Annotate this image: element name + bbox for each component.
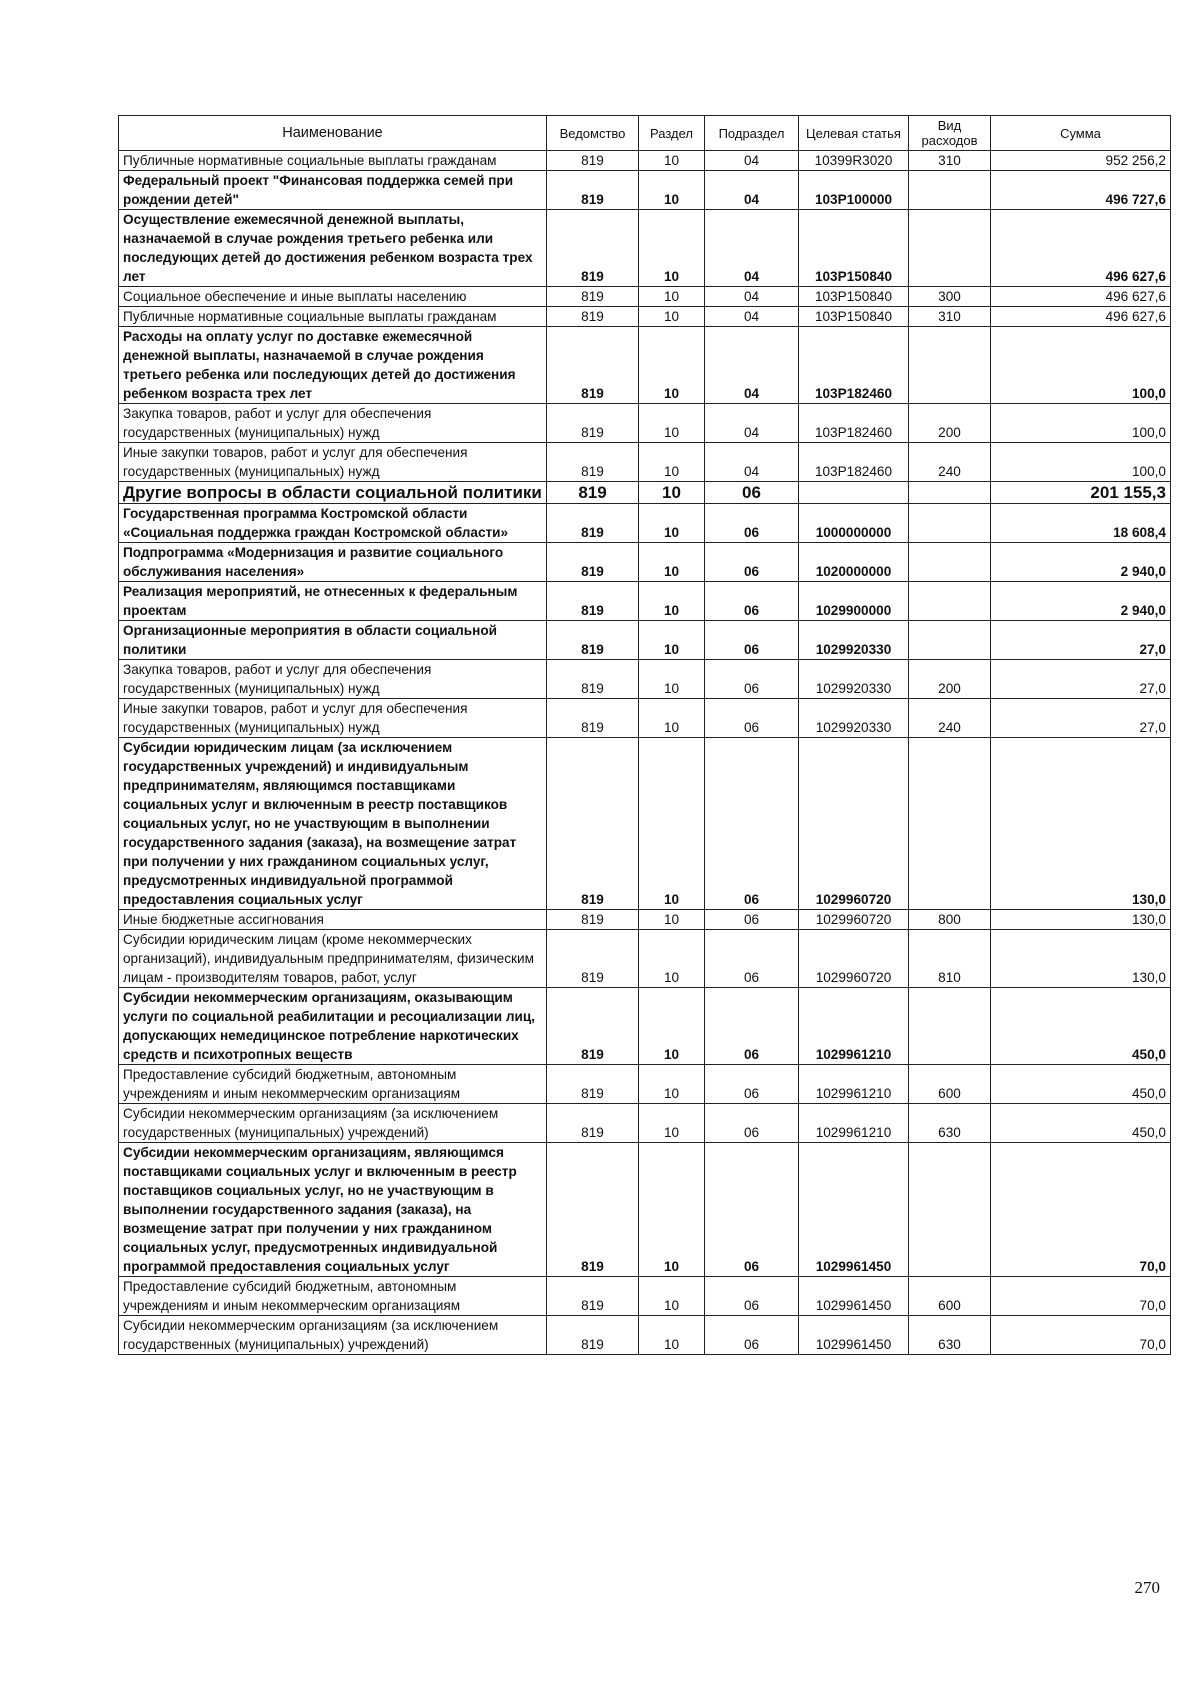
cell-amount: 201 155,3 xyxy=(991,482,1171,504)
header-target-article: Целевая статья xyxy=(799,116,909,151)
cell-department: 819 xyxy=(547,1104,639,1143)
cell-name: Другие вопросы в области социальной политики xyxy=(119,482,547,504)
cell-expense-type xyxy=(909,582,991,621)
cell-name: Субсидии некоммерческим организациям, являющимся поставщиками социальных услуг и включенным в реестр поставщиков социальных услуг, но не участвующим в выполнении государственного задания (заказа), на возмещение затрат при получении у них гражданином социальных услуг, предусмотренных индивидуальной программой предоставления социальных услуг xyxy=(119,1143,547,1277)
table-row xyxy=(119,910,1171,930)
cell-subsection: 04 xyxy=(705,404,799,443)
cell-section: 10 xyxy=(639,443,705,482)
table-row xyxy=(119,621,1171,660)
cell-section: 10 xyxy=(639,210,705,287)
cell-section: 10 xyxy=(639,582,705,621)
cell-target-article: 1029961450 xyxy=(799,1316,909,1355)
table-row xyxy=(119,307,1171,327)
cell-target-article: 103P150840 xyxy=(799,307,909,327)
cell-section: 10 xyxy=(639,151,705,171)
cell-subsection: 06 xyxy=(705,1065,799,1104)
cell-target-article: 1029961210 xyxy=(799,1065,909,1104)
header-subsection: Подраздел xyxy=(705,116,799,151)
cell-expense-type: 810 xyxy=(909,930,991,988)
cell-name: Федеральный проект "Финансовая поддержка семей при рождении детей" xyxy=(119,171,547,210)
cell-target-article: 10399R3020 xyxy=(799,151,909,171)
table-row xyxy=(119,327,1171,404)
cell-section: 10 xyxy=(639,930,705,988)
cell-subsection: 04 xyxy=(705,443,799,482)
page-number: 270 xyxy=(1134,1578,1160,1597)
cell-name: Субсидии некоммерческим организациям (за исключением государственных (муниципальных) учреждений) xyxy=(119,1316,547,1355)
cell-section: 10 xyxy=(639,1104,705,1143)
cell-name: Иные закупки товаров, работ и услуг для обеспечения государственных (муниципальных) нужд xyxy=(119,443,547,482)
cell-amount: 130,0 xyxy=(991,910,1171,930)
cell-amount: 450,0 xyxy=(991,1065,1171,1104)
cell-section: 10 xyxy=(639,738,705,910)
cell-subsection: 06 xyxy=(705,1316,799,1355)
cell-subsection: 06 xyxy=(705,988,799,1065)
cell-subsection: 04 xyxy=(705,307,799,327)
cell-subsection: 06 xyxy=(705,1277,799,1316)
cell-name: Организационные мероприятия в области социальной политики xyxy=(119,621,547,660)
cell-name: Субсидии некоммерческим организациям, оказывающим услуги по социальной реабилитации и ресоциализации лиц, допускающих немедицинское потребление наркотических средств и психотропных веществ xyxy=(119,988,547,1065)
cell-section: 10 xyxy=(639,621,705,660)
cell-expense-type: 310 xyxy=(909,151,991,171)
cell-department: 819 xyxy=(547,151,639,171)
cell-department: 819 xyxy=(547,621,639,660)
cell-amount: 27,0 xyxy=(991,621,1171,660)
table-row xyxy=(119,210,1171,287)
header-name: Наименование xyxy=(119,116,547,151)
cell-expense-type: 600 xyxy=(909,1277,991,1316)
cell-expense-type: 800 xyxy=(909,910,991,930)
header-section: Раздел xyxy=(639,116,705,151)
cell-target-article: 103P182460 xyxy=(799,404,909,443)
cell-subsection: 06 xyxy=(705,660,799,699)
cell-department: 819 xyxy=(547,699,639,738)
table-row xyxy=(119,171,1171,210)
cell-expense-type xyxy=(909,210,991,287)
cell-target-article: 1029960720 xyxy=(799,930,909,988)
cell-department: 819 xyxy=(547,1065,639,1104)
cell-amount: 496 727,6 xyxy=(991,171,1171,210)
cell-expense-type xyxy=(909,543,991,582)
cell-section: 10 xyxy=(639,482,705,504)
cell-department: 819 xyxy=(547,287,639,307)
cell-department: 819 xyxy=(547,327,639,404)
cell-amount: 100,0 xyxy=(991,443,1171,482)
cell-name: Иные закупки товаров, работ и услуг для обеспечения государственных (муниципальных) нужд xyxy=(119,699,547,738)
cell-department: 819 xyxy=(547,910,639,930)
cell-target-article: 103P150840 xyxy=(799,287,909,307)
cell-amount: 496 627,6 xyxy=(991,287,1171,307)
cell-subsection: 04 xyxy=(705,210,799,287)
cell-department: 819 xyxy=(547,582,639,621)
cell-department: 819 xyxy=(547,171,639,210)
cell-department: 819 xyxy=(547,482,639,504)
cell-subsection: 06 xyxy=(705,482,799,504)
cell-amount: 100,0 xyxy=(991,327,1171,404)
cell-expense-type xyxy=(909,1143,991,1277)
cell-amount: 2 940,0 xyxy=(991,543,1171,582)
cell-subsection: 06 xyxy=(705,582,799,621)
cell-name: Осуществление ежемесячной денежной выплаты, назначаемой в случае рождения третьего ребенка или последующих детей до достижения ребенком возраста трех лет xyxy=(119,210,547,287)
cell-amount: 100,0 xyxy=(991,404,1171,443)
cell-subsection: 04 xyxy=(705,171,799,210)
cell-amount: 130,0 xyxy=(991,930,1171,988)
cell-section: 10 xyxy=(639,1316,705,1355)
cell-target-article: 1000000000 xyxy=(799,504,909,543)
cell-target-article: 103P100000 xyxy=(799,171,909,210)
cell-name: Иные бюджетные ассигнования xyxy=(119,910,547,930)
cell-expense-type: 240 xyxy=(909,443,991,482)
cell-target-article: 1029960720 xyxy=(799,910,909,930)
cell-amount: 130,0 xyxy=(991,738,1171,910)
cell-amount: 70,0 xyxy=(991,1316,1171,1355)
cell-section: 10 xyxy=(639,1065,705,1104)
header-department: Ведомство xyxy=(547,116,639,151)
cell-expense-type xyxy=(909,621,991,660)
cell-section: 10 xyxy=(639,988,705,1065)
budget-table xyxy=(118,115,1171,1355)
cell-target-article: 103P150840 xyxy=(799,210,909,287)
cell-amount: 70,0 xyxy=(991,1143,1171,1277)
cell-section: 10 xyxy=(639,307,705,327)
cell-target-article: 1029961210 xyxy=(799,1104,909,1143)
table-row xyxy=(119,699,1171,738)
table-row xyxy=(119,582,1171,621)
table-row xyxy=(119,1277,1171,1316)
cell-expense-type: 240 xyxy=(909,699,991,738)
cell-name: Государственная программа Костромской области «Социальная поддержка граждан Костромской области» xyxy=(119,504,547,543)
cell-subsection: 06 xyxy=(705,1143,799,1277)
cell-department: 819 xyxy=(547,1277,639,1316)
table-row xyxy=(119,482,1171,504)
cell-target-article: 1029961450 xyxy=(799,1143,909,1277)
header-row xyxy=(119,116,1171,151)
table-row xyxy=(119,1143,1171,1277)
cell-subsection: 06 xyxy=(705,738,799,910)
cell-target-article: 1029961210 xyxy=(799,988,909,1065)
cell-name: Публичные нормативные социальные выплаты гражданам xyxy=(119,151,547,171)
cell-expense-type xyxy=(909,327,991,404)
cell-subsection: 06 xyxy=(705,504,799,543)
cell-name: Субсидии юридическим лицам (за исключением государственных учреждений) и индивидуальным предпринимателям, являющимся поставщиками социальных услуг и включенным в реестр поставщиков социальных услуг, но не участвующим в выполнении государственного задания (заказа), на возмещение затрат при получении у них гражданином социальных услуг, предусмотренных индивидуальной программой предоставления социальных услуг xyxy=(119,738,547,910)
table-row xyxy=(119,1065,1171,1104)
cell-section: 10 xyxy=(639,1143,705,1277)
cell-target-article: 1029960720 xyxy=(799,738,909,910)
cell-section: 10 xyxy=(639,1277,705,1316)
cell-name: Закупка товаров, работ и услуг для обеспечения государственных (муниципальных) нужд xyxy=(119,404,547,443)
cell-amount: 18 608,4 xyxy=(991,504,1171,543)
table-row xyxy=(119,443,1171,482)
cell-expense-type: 600 xyxy=(909,1065,991,1104)
cell-amount: 70,0 xyxy=(991,1277,1171,1316)
cell-section: 10 xyxy=(639,327,705,404)
cell-department: 819 xyxy=(547,738,639,910)
cell-expense-type: 310 xyxy=(909,307,991,327)
table-row xyxy=(119,287,1171,307)
cell-subsection: 04 xyxy=(705,287,799,307)
cell-subsection: 06 xyxy=(705,1104,799,1143)
cell-department: 819 xyxy=(547,543,639,582)
cell-subsection: 06 xyxy=(705,930,799,988)
cell-section: 10 xyxy=(639,699,705,738)
cell-subsection: 04 xyxy=(705,151,799,171)
cell-expense-type: 630 xyxy=(909,1104,991,1143)
cell-amount: 450,0 xyxy=(991,988,1171,1065)
cell-amount: 496 627,6 xyxy=(991,307,1171,327)
table-row xyxy=(119,504,1171,543)
cell-subsection: 06 xyxy=(705,699,799,738)
cell-department: 819 xyxy=(547,443,639,482)
cell-target-article: 1020000000 xyxy=(799,543,909,582)
cell-expense-type xyxy=(909,171,991,210)
cell-department: 819 xyxy=(547,988,639,1065)
cell-section: 10 xyxy=(639,910,705,930)
cell-target-article: 103P182460 xyxy=(799,443,909,482)
header-expense-type: Вид расходов xyxy=(909,116,991,151)
cell-expense-type: 200 xyxy=(909,404,991,443)
cell-section: 10 xyxy=(639,543,705,582)
cell-section: 10 xyxy=(639,287,705,307)
cell-expense-type: 630 xyxy=(909,1316,991,1355)
cell-target-article: 103P182460 xyxy=(799,327,909,404)
cell-subsection: 06 xyxy=(705,543,799,582)
cell-target-article xyxy=(799,482,909,504)
cell-expense-type xyxy=(909,988,991,1065)
cell-amount: 952 256,2 xyxy=(991,151,1171,171)
table-row xyxy=(119,1316,1171,1355)
cell-department: 819 xyxy=(547,307,639,327)
cell-expense-type xyxy=(909,504,991,543)
cell-target-article: 1029920330 xyxy=(799,699,909,738)
table-row xyxy=(119,930,1171,988)
cell-department: 819 xyxy=(547,660,639,699)
cell-target-article: 1029920330 xyxy=(799,621,909,660)
cell-target-article: 1029900000 xyxy=(799,582,909,621)
cell-amount: 450,0 xyxy=(991,1104,1171,1143)
cell-department: 819 xyxy=(547,404,639,443)
cell-target-article: 1029961450 xyxy=(799,1277,909,1316)
table-row xyxy=(119,404,1171,443)
cell-name: Субсидии юридическим лицам (кроме некоммерческих организаций), индивидуальным предпринимателям, физическим лицам - производителям товаров, работ, услуг xyxy=(119,930,547,988)
cell-section: 10 xyxy=(639,171,705,210)
cell-amount: 496 627,6 xyxy=(991,210,1171,287)
table-row xyxy=(119,738,1171,910)
cell-department: 819 xyxy=(547,930,639,988)
cell-subsection: 06 xyxy=(705,910,799,930)
cell-department: 819 xyxy=(547,504,639,543)
cell-name: Субсидии некоммерческим организациям (за исключением государственных (муниципальных) учреждений) xyxy=(119,1104,547,1143)
cell-name: Предоставление субсидий бюджетным, автономным учреждениям и иным некоммерческим организациям xyxy=(119,1277,547,1316)
cell-expense-type xyxy=(909,482,991,504)
cell-name: Социальное обеспечение и иные выплаты населению xyxy=(119,287,547,307)
cell-expense-type xyxy=(909,738,991,910)
cell-section: 10 xyxy=(639,404,705,443)
cell-department: 819 xyxy=(547,1316,639,1355)
header-amount: Сумма xyxy=(991,116,1171,151)
cell-name: Публичные нормативные социальные выплаты гражданам xyxy=(119,307,547,327)
cell-name: Реализация мероприятий, не отнесенных к федеральным проектам xyxy=(119,582,547,621)
cell-name: Предоставление субсидий бюджетным, автономным учреждениям и иным некоммерческим организациям xyxy=(119,1065,547,1104)
cell-section: 10 xyxy=(639,504,705,543)
table-row xyxy=(119,660,1171,699)
cell-department: 819 xyxy=(547,210,639,287)
cell-section: 10 xyxy=(639,660,705,699)
table-header xyxy=(119,116,1171,151)
cell-subsection: 06 xyxy=(705,621,799,660)
table-row xyxy=(119,543,1171,582)
table-row xyxy=(119,151,1171,171)
cell-subsection: 04 xyxy=(705,327,799,404)
table-body xyxy=(119,151,1171,1355)
cell-expense-type: 300 xyxy=(909,287,991,307)
table-row xyxy=(119,988,1171,1065)
cell-name: Расходы на оплату услуг по доставке ежемесячной денежной выплаты, назначаемой в случае рождения третьего ребенка или последующих детей до достижения ребенком возраста трех лет xyxy=(119,327,547,404)
cell-name: Закупка товаров, работ и услуг для обеспечения государственных (муниципальных) нужд xyxy=(119,660,547,699)
cell-department: 819 xyxy=(547,1143,639,1277)
table-row xyxy=(119,1104,1171,1143)
cell-amount: 27,0 xyxy=(991,660,1171,699)
cell-target-article: 1029920330 xyxy=(799,660,909,699)
cell-expense-type: 200 xyxy=(909,660,991,699)
cell-amount: 2 940,0 xyxy=(991,582,1171,621)
cell-name: Подпрограмма «Модернизация и развитие социального обслуживания населения» xyxy=(119,543,547,582)
cell-amount: 27,0 xyxy=(991,699,1171,738)
